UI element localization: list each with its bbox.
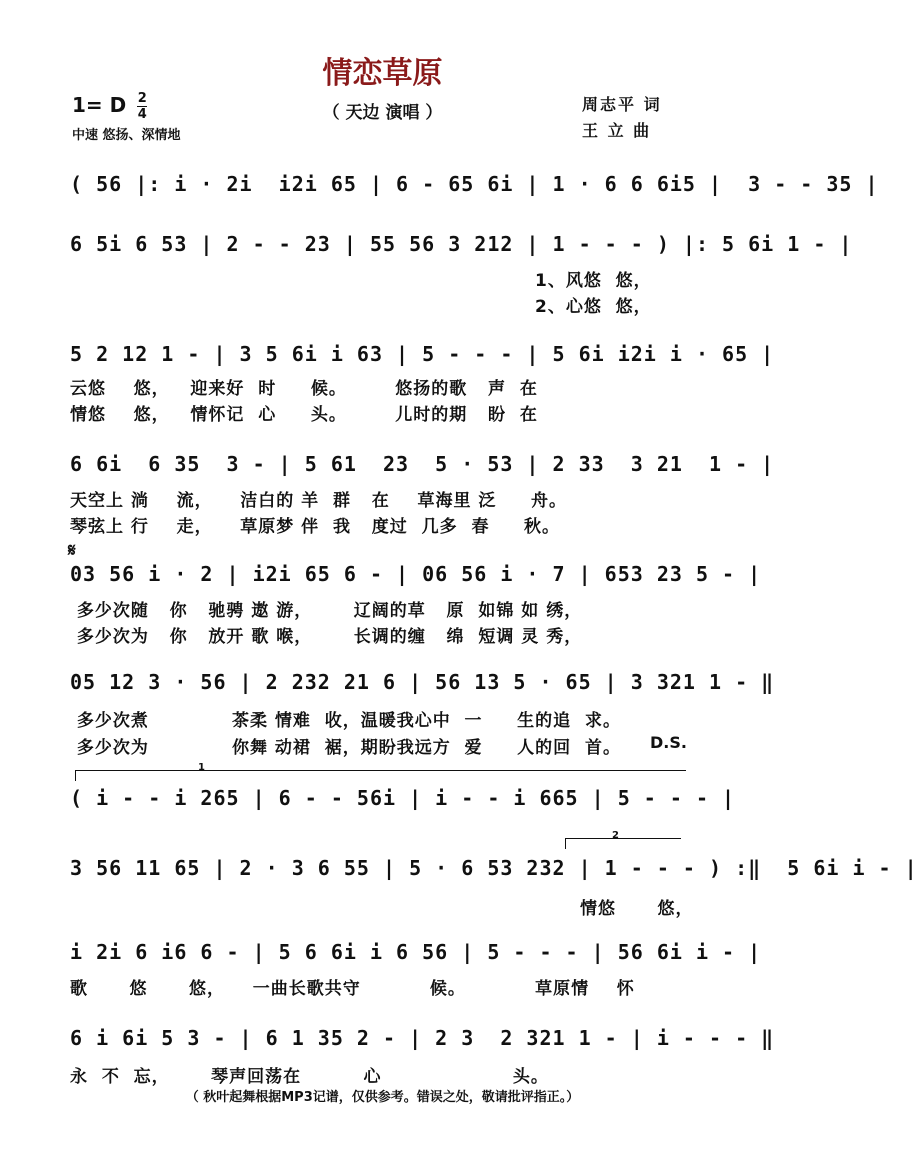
- volta-1-number: 1: [198, 762, 205, 773]
- volta-1-bracket: [75, 770, 686, 781]
- music-row-7: ( i - - i 265 | 6 - - 56i | i - - i 665 | 5 - - - |: [70, 786, 736, 810]
- tempo-marking: 中速 悠扬、深情地: [72, 128, 181, 143]
- time-sig-top: 2: [137, 91, 147, 106]
- lyric-row-4-verse-2: 琴弦上 行 走， 草原梦 伴 我 度过 几多 春 秋。: [70, 517, 561, 537]
- ds-marking: D.S.: [650, 733, 687, 752]
- lyric-row-6-verse-2: 多少次为 你舞 动裙 裾，期盼我远方 爱 人的回 首。: [70, 738, 621, 758]
- music-row-2: 6 5i 6 53 | 2 - - 23 | 55 56 3 212 | 1 - - - ) |: 5 6i 1 - |: [70, 232, 853, 256]
- singer-credit: （ 天边 演唱 ）: [322, 103, 443, 123]
- volta-2-number: 2: [612, 830, 619, 841]
- lyric-row-2-verse-2: 2、心悠 悠，: [535, 297, 652, 317]
- segno-sign: 𝄋: [68, 540, 76, 561]
- lyric-row-8: 情悠 悠，: [580, 899, 694, 919]
- music-row-1: ( 56 |: i · 2i i2i 65 | 6 - 65 6i | 1 · 6 6 6i5 | 3 - - 35 |: [70, 172, 879, 196]
- music-row-3: 5 2 12 1 - | 3 5 6i i 63 | 5 - - - | 5 6i i2i i · 65 |: [70, 342, 775, 366]
- lyricist: 周志平 词: [582, 95, 662, 114]
- lyric-row-4-verse-1: 天空上 淌 流， 洁白的 羊 群 在 草海里 泛 舟。: [70, 491, 567, 511]
- credits: [582, 92, 662, 144]
- time-sig-bottom: 4: [137, 107, 147, 122]
- music-row-6: 05 12 3 · 56 | 2 232 21 6 | 56 13 5 · 65 | 3 321 1 - ‖: [70, 670, 775, 694]
- lyric-row-5-verse-2: 多少次为 你 放开 歌 喉， 长调的缠 绵 短调 灵 秀，: [70, 627, 583, 647]
- key-label: 1= D: [72, 93, 127, 117]
- volta-2-bracket: [565, 838, 681, 849]
- lyric-row-3-verse-2: 情悠 悠， 情怀记 心 头。 儿时的期 盼 在: [70, 405, 538, 425]
- music-row-4: 6 6i 6 35 3 - | 5 61 23 5 · 53 | 2 33 3 21 1 - |: [70, 452, 775, 476]
- lyric-row-5-verse-1: 多少次随 你 驰骋 遨 游， 辽阔的草 原 如锦 如 绣，: [70, 601, 583, 621]
- lyric-row-10: 永 不 忘， 琴声回荡在 心 头。: [70, 1067, 549, 1087]
- composer: 王 立 曲: [582, 121, 652, 140]
- lyric-row-3-verse-1: 云悠 悠， 迎来好 时 候。 悠扬的歌 声 在: [70, 379, 538, 399]
- transcription-note: （ 秋叶起舞根据MP3记谱，仅供参考。错误之处，敬请批评指正。）: [185, 1090, 580, 1105]
- lyric-row-9: 歌 悠 悠， 一曲长歌共守 候。 草原情 怀: [70, 979, 635, 999]
- music-row-5: 03 56 i · 2 | i2i 65 6 - | 06 56 i · 7 | 653 23 5 - |: [70, 562, 762, 586]
- music-row-10: 6 i 6i 5 3 - | 6 1 35 2 - | 2 3 2 321 1 - | i - - - ‖: [70, 1026, 775, 1050]
- song-title: 情恋草原: [322, 56, 443, 91]
- lyric-row-6-verse-1: 多少次煮 茶柔 情难 收，温暖我心中 一 生的追 求。: [70, 711, 621, 731]
- lyric-row-2-verse-1: 1、风悠 悠，: [535, 271, 652, 291]
- music-row-8: 3 56 11 65 | 2 · 3 6 55 | 5 · 6 53 232 | 1 - - - ) :‖ 5 6i i - |: [70, 856, 918, 880]
- music-row-9: i 2i 6 i6 6 - | 5 6 6i i 6 56 | 5 - - - | 56 6i i - |: [70, 940, 762, 964]
